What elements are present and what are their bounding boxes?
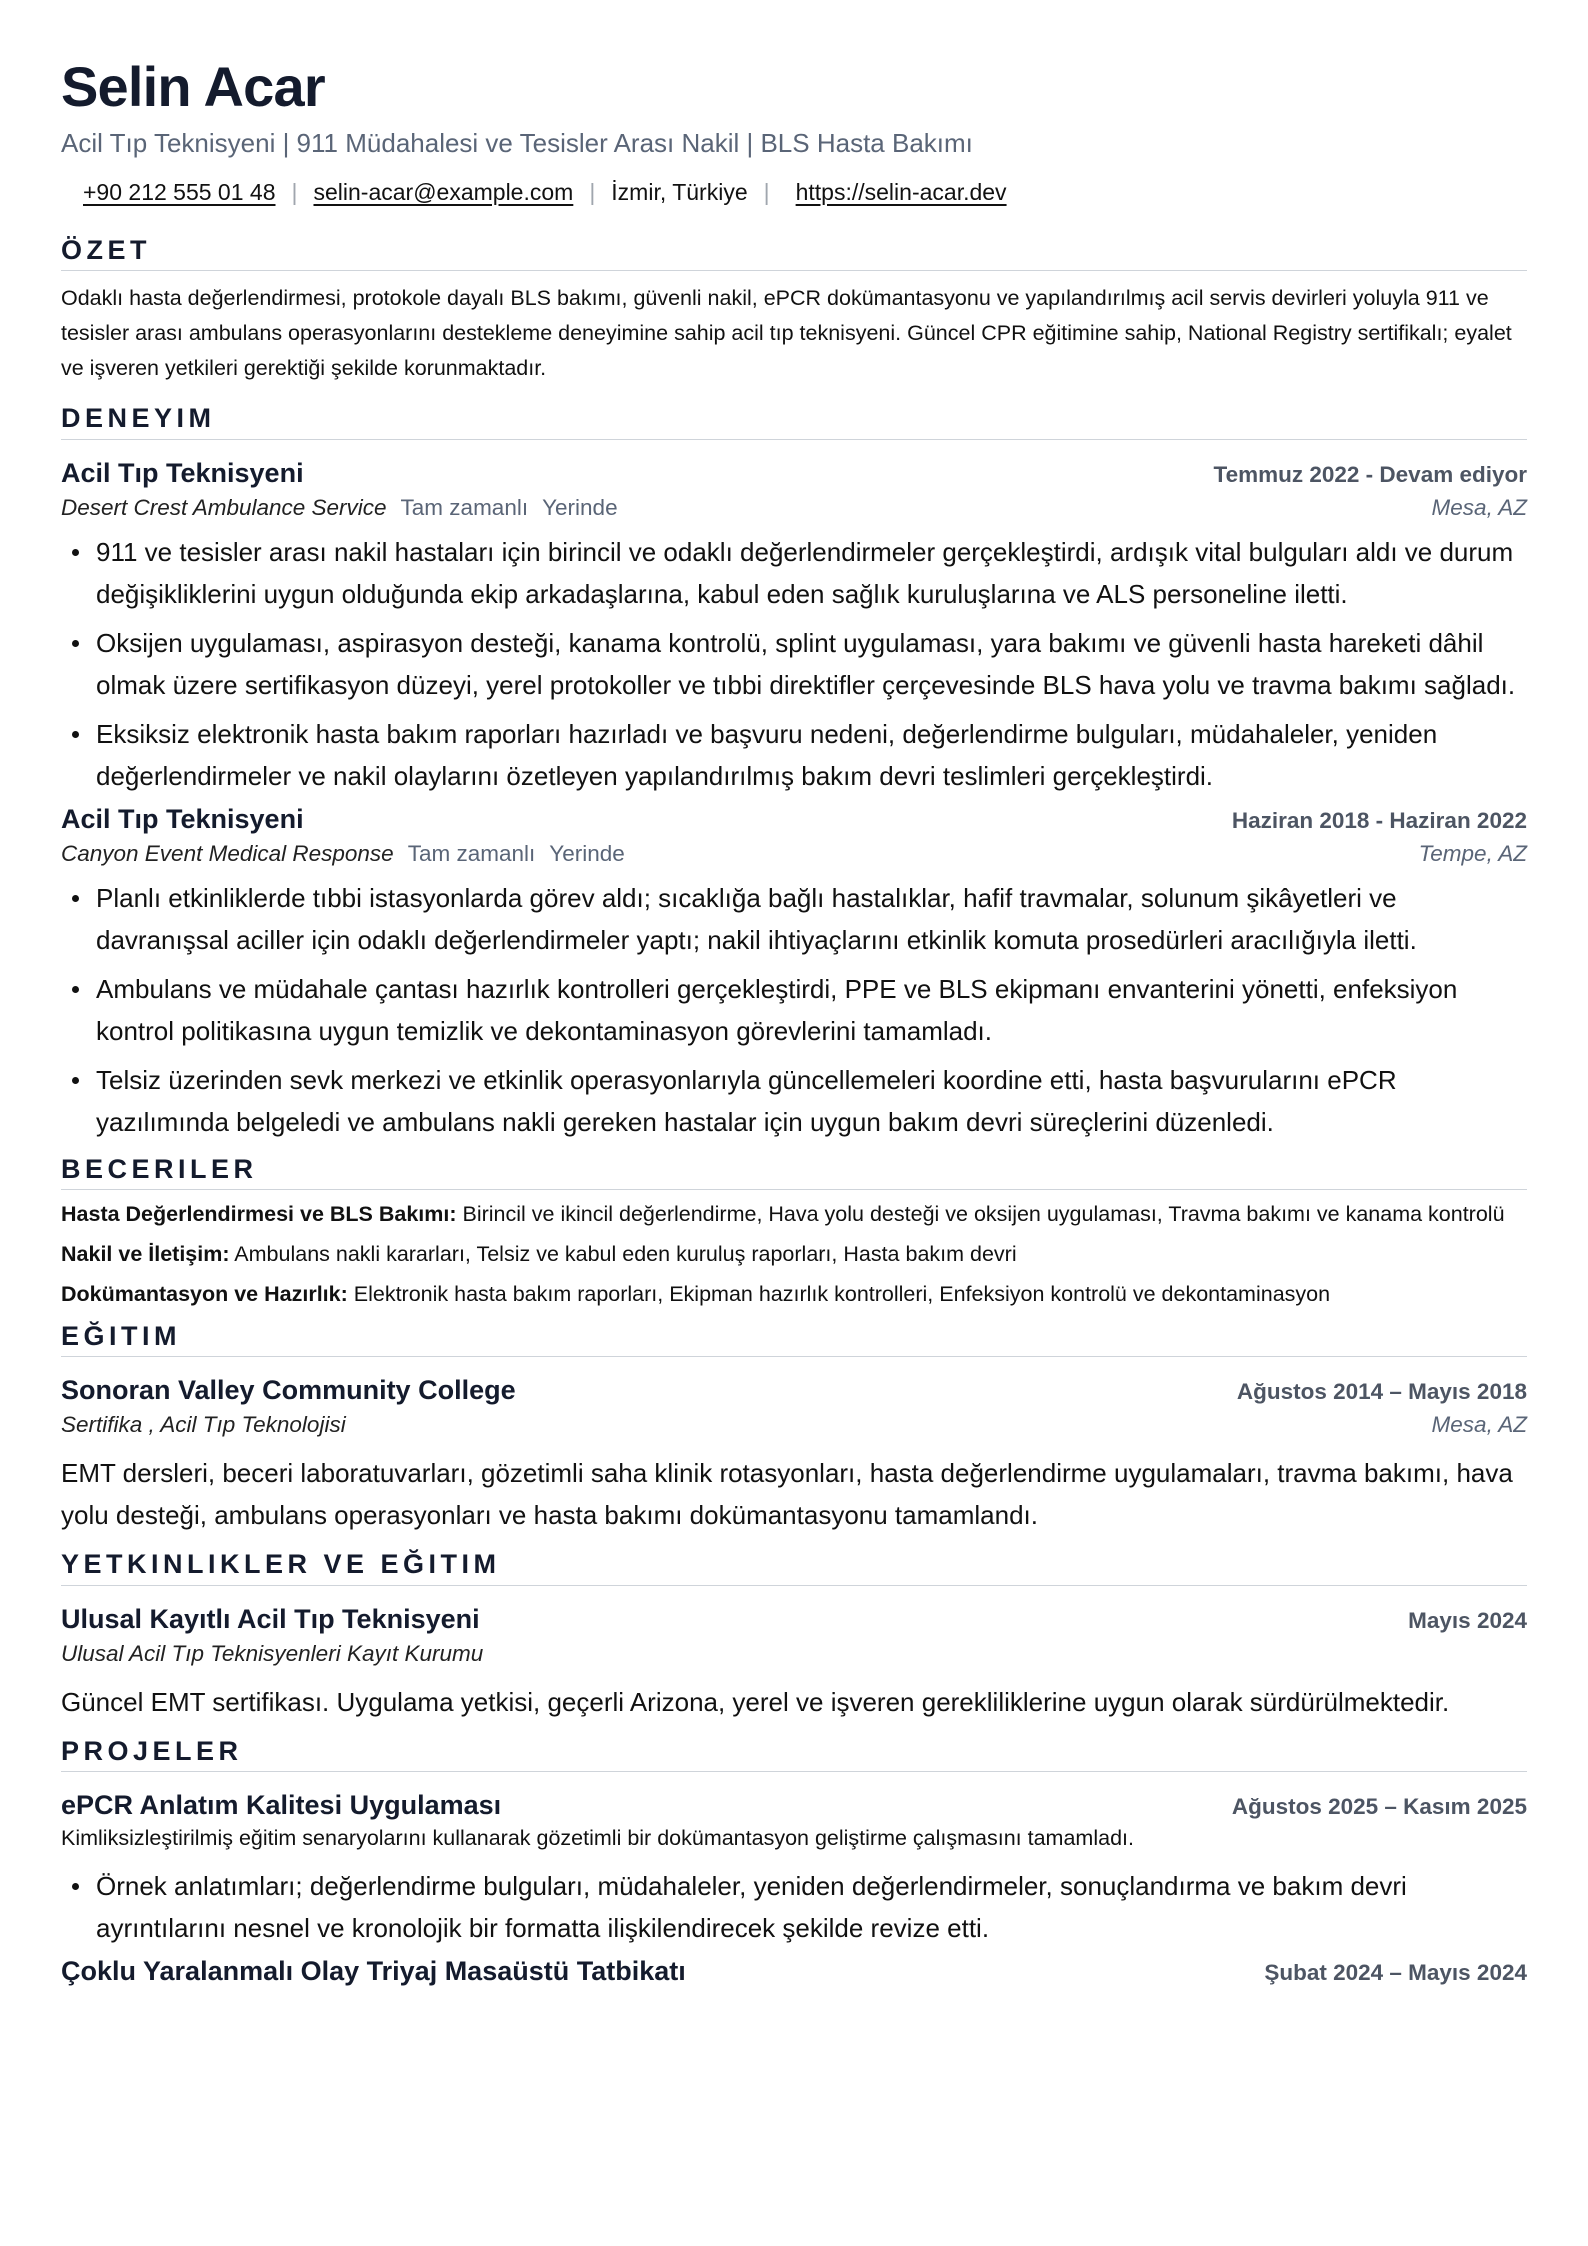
- resume-header: [61, 56, 1527, 206]
- experience-entry: [61, 458, 1527, 797]
- project-date: Ağustos 2025 – Kasım 2025: [1231, 1794, 1527, 1820]
- certification-date: Mayıs 2024: [1408, 1607, 1527, 1633]
- job-title: Acil Tıp Teknisyeni: [61, 803, 304, 834]
- summary-text: Odaklı hasta değerlendirmesi, protokole dayalı BLS bakımı, güvenli nakil, ePCR dokümantasyonu ve yapılandırılmış acil servis devirleri yoluyla 911 ve tesisler arası ambulans operasyonlarını destekleme deneyimine sahip acil tıp teknisyeni. Güncel CPR eğitimine sahip, National Registry sertifikalı; eyalet ve işveren yetkileri gerektiği şekilde korunmaktadır.: [61, 286, 1512, 381]
- contact-separator: |: [589, 178, 596, 205]
- certification-title: Ulusal Kayıtlı Acil Tıp Teknisyeni: [61, 1603, 480, 1634]
- entry-header: [61, 1956, 1527, 1987]
- project-title: ePCR Anlatım Kalitesi Uygulaması: [61, 1790, 502, 1821]
- skill-group-label: Nakil ve İletişim:: [61, 1241, 230, 1266]
- contact-separator: |: [291, 178, 298, 205]
- section-title-experience: DENEYIM: [61, 402, 1527, 439]
- degree-name: Sertifika , Acil Tıp Teknolojisi: [61, 1412, 346, 1438]
- entry-header: [61, 1375, 1527, 1406]
- education-date: Ağustos 2014 – Mayıs 2018: [1236, 1379, 1527, 1405]
- skill-group: [61, 1200, 1527, 1228]
- list-item: Planlı etkinliklerde tıbbi istasyonlarda görev aldı; sıcaklığa bağlı hastalıklar, hafif travmalar, solunum şikâyetleri ve davranışsal aciller için odaklı değerlendirmeler yaptı; nakil ihtiyaçlarını etkinlik komuta prosedürleri aracılığıyla iletti.: [61, 877, 1527, 961]
- entry-header: [61, 458, 1527, 489]
- job-org-line: [61, 841, 625, 867]
- section-title-summary: ÖZET: [61, 234, 1527, 271]
- section-title-projects: PROJELER: [61, 1735, 1527, 1772]
- project-date: Şubat 2024 – Mayıs 2024: [1264, 1960, 1527, 1986]
- list-item: Eksiksiz elektronik hasta bakım raporları hazırladı ve başvuru nedeni, değerlendirme bulguları, müdahaleler, yeniden değerlendirmeler ve nakil olaylarını özetleyen yapılandırılmış bakım devri teslimleri gerçekleştirdi.: [61, 713, 1527, 797]
- contact-line: [61, 179, 1527, 206]
- email-link[interactable]: selin-acar@example.com: [313, 178, 574, 205]
- list-item: Ambulans ve müdahale çantası hazırlık kontrolleri gerçekleştirdi, PPE ve BLS ekipmanı envanterini yönetti, enfeksiyon kontrol politikasına uygun temizlik ve dekontaminasyon görevlerini tamamladı.: [61, 968, 1527, 1052]
- education-location: Mesa, AZ: [1431, 1412, 1527, 1438]
- certification-description: Güncel EMT sertifikası. Uygulama yetkisi, geçerli Arizona, yerel ve işveren gerekliliklerine uygun olarak sürdürülmektedir.: [61, 1686, 1450, 1717]
- candidate-name: Selin Acar: [61, 55, 325, 118]
- job-date: Haziran 2018 - Haziran 2022: [1231, 807, 1527, 833]
- website-link[interactable]: https://selin-acar.dev: [795, 178, 1007, 205]
- skill-group-items: Ambulans nakli kararları, Telsiz ve kabul eden kuruluş raporları, Hasta bakım devri: [234, 1241, 1017, 1266]
- education-description: EMT dersleri, beceri laboratuvarları, gözetimli saha klinik rotasyonları, hasta değerlendirme uygulamaları, travma bakımı, hava yolu desteği, ambulans operasyonları ve hasta bakımı dokümantasyonu tamamlandı.: [61, 1458, 1513, 1531]
- skill-group-items: Birincil ve ikincil değerlendirme, Hava yolu desteği ve oksijen uygulaması, Travma bakımı ve kanama kontrolü: [462, 1201, 1505, 1226]
- job-org-line: [61, 495, 618, 521]
- project-summary: Kimliksizleştirilmiş eğitim senaryolarını kullanarak gözetimli bir dokümantasyon geliştirme çalışmasını tamamladı.: [61, 1826, 1134, 1851]
- job-org: Desert Crest Ambulance Service: [61, 494, 387, 520]
- contact-separator: |: [763, 178, 770, 205]
- certification-issuer-line: [61, 1641, 1527, 1667]
- job-bullets: [61, 877, 1527, 1143]
- phone-link[interactable]: +90 212 555 01 48: [83, 178, 276, 205]
- entry-header: [61, 1604, 1527, 1635]
- job-date: Temmuz 2022 - Devam ediyor: [1213, 461, 1527, 487]
- job-mode: Yerinde: [549, 840, 625, 866]
- project-entry: [61, 1956, 1527, 1987]
- job-org: Canyon Event Medical Response: [61, 840, 394, 866]
- list-item: Örnek anlatımları; değerlendirme bulguları, müdahaleler, yeniden değerlendirmeler, sonuçlandırma ve bakım devri ayrıntılarını nesnel ve kronolojik bir formatta ilişkilendirecek şekilde revize etti.: [61, 1865, 1527, 1949]
- entry-subheader: [61, 835, 1527, 867]
- skill-group: [61, 1280, 1527, 1308]
- project-bullets: [61, 1865, 1527, 1949]
- degree-line: [61, 1412, 346, 1438]
- list-item: 911 ve tesisler arası nakil hastaları için birincil ve odaklı değerlendirmeler gerçekleştirdi, ardışık vital bulguları aldı ve durum değişikliklerini uygun olduğunda ekip arkadaşlarına, kabul eden sağlık kuruluşlarına ve ALS personeline iletti.: [61, 531, 1527, 615]
- section-title-skills: BECERILER: [61, 1153, 1527, 1190]
- education-entry: [61, 1375, 1527, 1536]
- skill-group-label: Dokümantasyon ve Hazırlık:: [61, 1281, 348, 1306]
- skill-group: [61, 1240, 1527, 1268]
- job-type: Tam zamanlı: [407, 840, 536, 866]
- job-mode: Yerinde: [542, 494, 618, 520]
- location-text: İzmir, Türkiye: [611, 178, 748, 205]
- entry-subheader: [61, 1406, 1527, 1438]
- skills-list: [61, 1200, 1527, 1308]
- job-bullets: [61, 531, 1527, 797]
- list-item: Telsiz üzerinden sevk merkezi ve etkinlik operasyonlarıyla güncellemeleri koordine etti, hasta başvurularını ePCR yazılımında belgeledi ve ambulans nakli gereken hastalar için uygun bakım devri süreçlerini düzenledi.: [61, 1059, 1527, 1143]
- section-title-education: EĞITIM: [61, 1320, 1527, 1357]
- section-title-certifications: YETKINLIKLER VE EĞITIM: [61, 1548, 1527, 1585]
- school-name: Sonoran Valley Community College: [61, 1375, 516, 1406]
- skill-group-items: Elektronik hasta bakım raporları, Ekipman hazırlık kontrolleri, Enfeksiyon kontrolü ve dekontaminasyon: [353, 1281, 1331, 1306]
- project-entry: [61, 1790, 1527, 1949]
- entry-subheader: [61, 489, 1527, 521]
- experience-entry: [61, 804, 1527, 1143]
- certification-issuer: Ulusal Acil Tıp Teknisyenleri Kayıt Kurumu: [61, 1640, 484, 1666]
- entry-header: [61, 804, 1527, 835]
- certification-entry: [61, 1604, 1527, 1723]
- project-title: Çoklu Yaralanmalı Olay Triyaj Masaüstü Tatbikatı: [61, 1956, 686, 1987]
- skill-group-label: Hasta Değerlendirmesi ve BLS Bakımı:: [61, 1201, 457, 1226]
- job-title: Acil Tıp Teknisyeni: [61, 457, 304, 488]
- job-location: Tempe, AZ: [1418, 840, 1527, 866]
- job-type: Tam zamanlı: [400, 494, 529, 520]
- candidate-headline: Acil Tıp Teknisyeni | 911 Müdahalesi ve Tesisler Arası Nakil | BLS Hasta Bakımı: [61, 127, 973, 158]
- list-item: Oksijen uygulaması, aspirasyon desteği, kanama kontrolü, splint uygulaması, yara bakımı ve güvenli hasta hareketi dâhil olmak üzere sertifikasyon düzeyi, yerel protokoller ve tıbbi direktifler çerçevesinde BLS hava yolu ve travma bakımı sağladı.: [61, 622, 1527, 706]
- job-location: Mesa, AZ: [1431, 494, 1527, 520]
- entry-header: [61, 1790, 1527, 1821]
